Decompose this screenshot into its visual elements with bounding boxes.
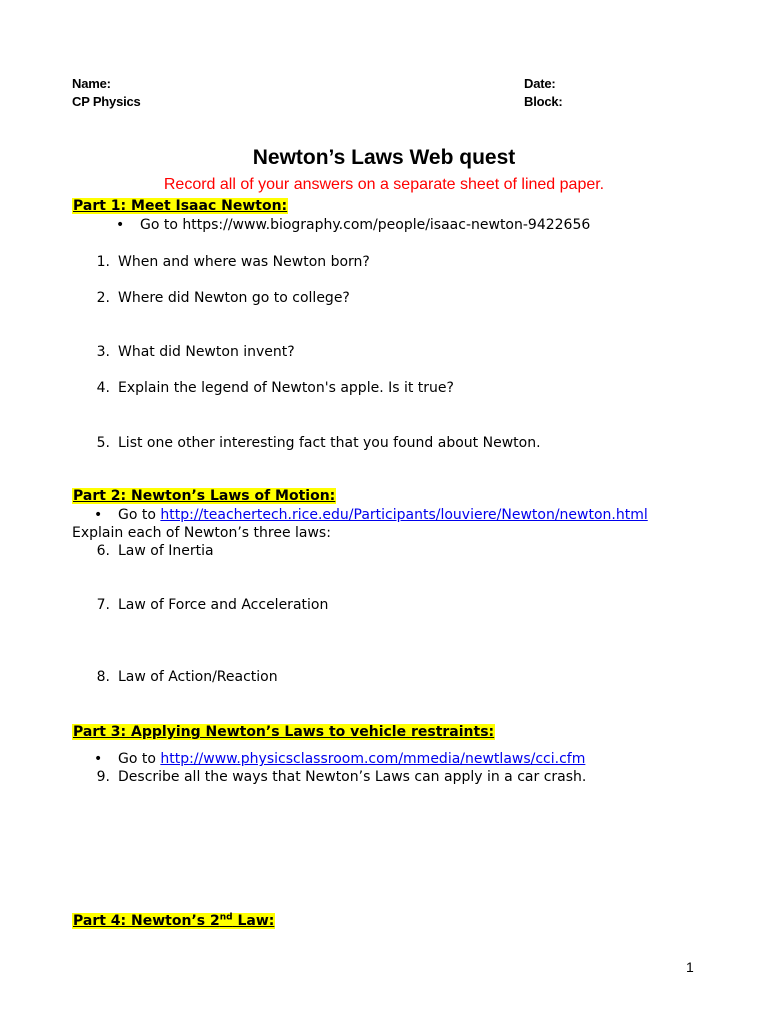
question-number: 1. (96, 254, 110, 270)
question-number: 2. (96, 290, 110, 306)
part2-bullet-icon: • (94, 507, 103, 523)
block-label: Block: (524, 94, 563, 109)
part2-go-to-text: Go to (118, 507, 161, 523)
part1-heading: Part 1: Meet Isaac Newton: (73, 198, 288, 214)
question-1: When and where was Newton born? (118, 254, 370, 270)
question-number: 8. (96, 669, 110, 685)
part1-go-to-text: Go to https://www.biography.com/people/isaac-newton-9422656 (140, 217, 591, 233)
question-5: List one other interesting fact that you found about Newton. (118, 435, 541, 451)
question-3: What did Newton invent? (118, 344, 295, 360)
part4-heading-sup: nd (219, 912, 233, 923)
part4-heading-prefix: Part 4: Newton’s 2 (73, 913, 220, 929)
question-6: Law of Inertia (118, 543, 214, 559)
date-label: Date: (524, 76, 556, 91)
question-number: 7. (96, 597, 110, 613)
part2-explain-text: Explain each of Newton’s three laws: (72, 525, 331, 541)
part3-go-to-text: Go to (118, 751, 161, 767)
part2-go-to-line (118, 507, 648, 523)
question-2: Where did Newton go to college? (118, 290, 350, 306)
part3-bullet-icon: • (94, 751, 103, 767)
question-number: 3. (96, 344, 110, 360)
part1-bullet-icon: • (116, 217, 125, 233)
page-title: Newton’s Laws Web quest (252, 146, 516, 169)
question-8: Law of Action/Reaction (118, 669, 278, 685)
name-label: Name: (72, 76, 111, 91)
part4-heading (72, 913, 275, 929)
part2-heading: Part 2: Newton’s Laws of Motion: (73, 488, 336, 504)
part3-link[interactable]: http://www.physicsclassroom.com/mmedia/newtlaws/cci.cfm (160, 751, 586, 767)
question-number: 9. (96, 769, 110, 785)
question-9: Describe all the ways that Newton’s Laws can apply in a car crash. (118, 769, 587, 785)
question-4: Explain the legend of Newton's apple. Is it true? (118, 380, 454, 396)
part3-heading: Part 3: Applying Newton’s Laws to vehicle restraints: (73, 724, 495, 740)
question-number: 4. (96, 380, 110, 396)
question-7: Law of Force and Acceleration (118, 597, 329, 613)
page-number: 1 (686, 959, 694, 975)
instructions-subtitle: Record all of your answers on a separate sheet of lined paper. (163, 176, 605, 193)
class-label: CP Physics (72, 94, 141, 109)
question-number: 6. (96, 543, 110, 559)
part4-heading-suffix: Law: (232, 913, 275, 929)
question-number: 5. (96, 435, 110, 451)
part2-link[interactable]: http://teachertech.rice.edu/Participants/louviere/Newton/newton.html (160, 507, 648, 523)
part3-go-to-line (118, 751, 585, 767)
